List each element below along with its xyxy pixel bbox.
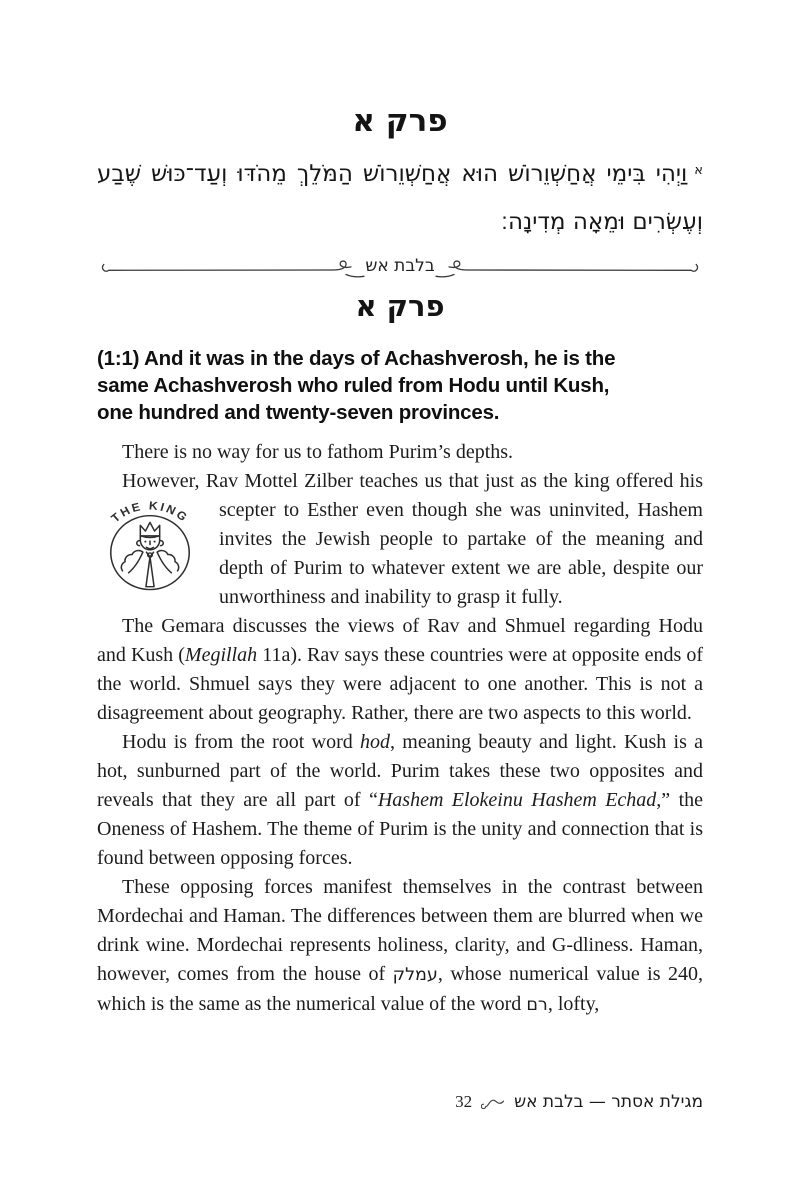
divider-label: בלבת אש bbox=[365, 256, 435, 276]
king-icon bbox=[97, 497, 203, 591]
text-segment: Hashem Elokeinu Hashem Echad bbox=[377, 789, 657, 811]
paragraph bbox=[97, 728, 703, 873]
text-segment: Hodu is from the root word bbox=[122, 731, 360, 753]
text-segment: ,” the Oneness of Hashem. The theme of Purim is the unity and connection that is found between opposing forces. bbox=[97, 789, 703, 869]
text-segment: עמלק bbox=[392, 965, 438, 985]
verse-line-2: וְעֶשְׂרִים וּמֵאָה מְדִינָה׃ bbox=[501, 209, 703, 235]
king-paragraph-rest: scepter to Esther even though she was uninvited, Hashem invites the Jewish people to partake of the meaning and depth of Purim to whatever extent we are able, despite our unworthiness and inability to grasp it fully. bbox=[219, 499, 703, 608]
verse-number: א bbox=[694, 163, 703, 178]
section-divider bbox=[97, 248, 703, 280]
text-segment: 11a). Rav says these countries were at opposite ends of the world. Shmuel says they were adjacent to one another. This is not a disagreement about geography. Rather, there are two aspects to this world. bbox=[97, 644, 704, 724]
paragraph bbox=[97, 438, 703, 467]
svg-text:THE KING bbox=[108, 499, 191, 526]
king-badge-label: THE KING bbox=[108, 498, 192, 526]
divider-flourish-left bbox=[102, 261, 364, 277]
divider-flourish-right bbox=[436, 261, 698, 277]
paragraph bbox=[97, 873, 703, 1020]
crown-icon bbox=[140, 522, 159, 535]
commentary-body bbox=[97, 438, 703, 1020]
text-segment: Megillah bbox=[184, 644, 258, 666]
section-chapter-title-hebrew: פרק א bbox=[355, 289, 445, 323]
text-segment: , whose numerical value is 240, which is the same as the numerical value of the word bbox=[97, 963, 703, 1015]
book-title-hebrew: מגילת אסתר — בלבת אש bbox=[514, 1092, 703, 1112]
page-number: 32 bbox=[455, 1092, 473, 1111]
text-segment: There is no way for us to fathom Purim’s depths. bbox=[122, 441, 514, 463]
text-segment: , meaning beauty and light. Kush is a hot, sunburned part of the world. Purim takes these two opposites and reveals that they are all part of “ bbox=[97, 731, 704, 811]
king-badge bbox=[97, 499, 210, 584]
paragraph bbox=[97, 612, 703, 728]
text-segment: , lofty, bbox=[547, 993, 600, 1015]
flourish-icon bbox=[481, 1096, 505, 1109]
verse-line-1 bbox=[97, 152, 703, 200]
verse-line-1-text: וַיְהִי בִּימֵי אֲחַשְׁוֵרוֹשׁ הוּא אֲחַשְׁוֵרוֹשׁ הַמֹּלֵךְ מֵהֹדּוּ וְעַד־כּוּשׁ שֶׁבַע bbox=[97, 161, 688, 187]
text-segment: The Gemara discusses the views of Rav and Shmuel regarding Hodu and Kush ( bbox=[97, 615, 703, 666]
hebrew-verse bbox=[97, 152, 703, 244]
text-segment: רם bbox=[526, 995, 548, 1015]
king-paragraph-lead: However, Rav Mottel Zilber teaches us that just as the king offered his bbox=[122, 470, 703, 492]
text-segment: These opposing forces manifest themselves in the contrast between Mordechai and Haman. The differences between them are blurred when we drink wine. Mordechai represents holiness, clarity, and G-dliness. Haman, however, comes from the house of bbox=[97, 876, 703, 985]
verse-translation: (1:1) And it was in the days of Achashverosh, he is the same Achashverosh who ruled from Hodu until Kush, one hundred and twenty-seven provinces. bbox=[97, 347, 616, 424]
paragraph-with-king-badge bbox=[97, 467, 703, 612]
chapter-title-hebrew: פרק א bbox=[352, 103, 448, 139]
page-footer bbox=[455, 1092, 703, 1112]
text-segment: hod bbox=[360, 731, 390, 753]
